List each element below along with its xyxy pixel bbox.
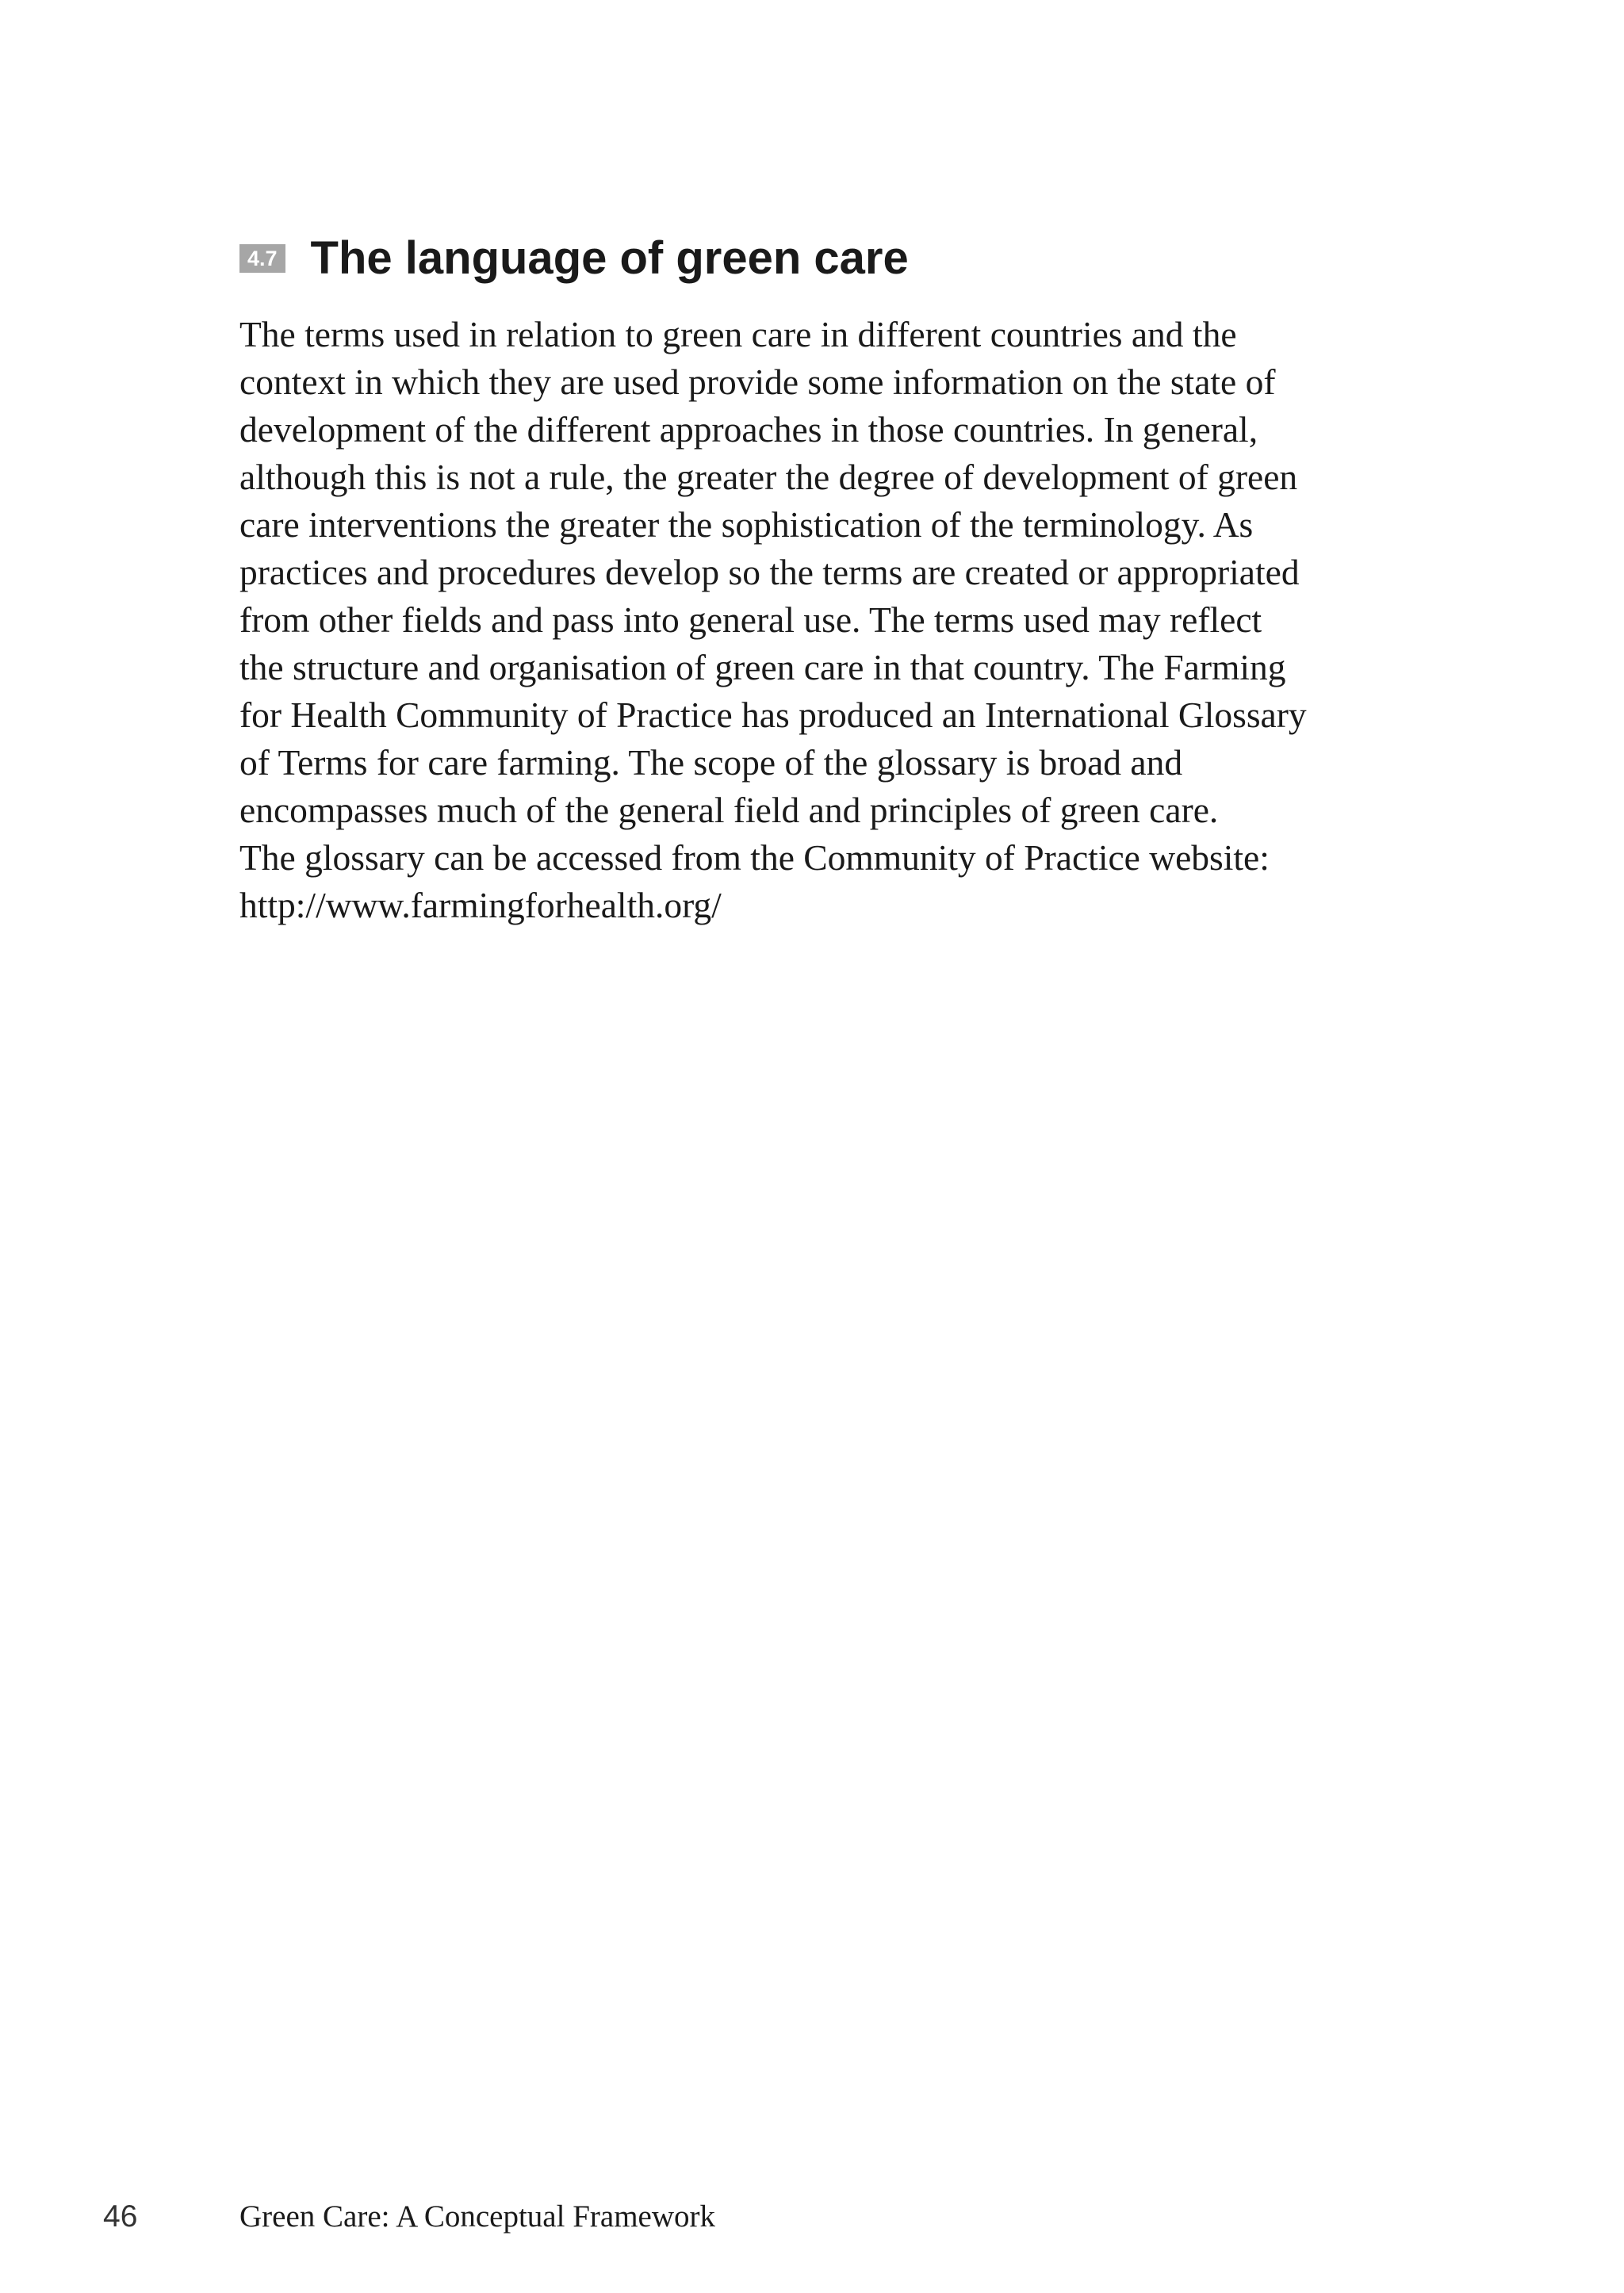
section-number-badge: 4.7 (239, 244, 285, 273)
body-line: care interventions the greater the sophistication of the terminology. As (239, 504, 1254, 545)
body-line: context in which they are used provide some information on the state of (239, 362, 1276, 402)
section-title: The language of green care (310, 232, 909, 284)
page-footer (0, 2193, 1624, 2241)
page-number: 46 (103, 2199, 138, 2234)
body-line: encompasses much of the general field and principles of green care. (239, 790, 1219, 830)
body-line: development of the different approaches in those countries. In general, (239, 409, 1258, 450)
body-line: The glossary can be accessed from the Community of Practice website: (239, 837, 1270, 878)
body-line: of Terms for care farming. The scope of the glossary is broad and (239, 742, 1183, 783)
body-paragraph (239, 311, 1397, 929)
body-line: the structure and organisation of green care in that country. The Farming (239, 647, 1286, 687)
website-link-text: http://www.farmingforhealth.org/ (239, 885, 722, 925)
body-line: although this is not a rule, the greater the degree of development of green (239, 457, 1298, 497)
body-line: The terms used in relation to green care in different countries and the (239, 314, 1237, 354)
section-heading (239, 227, 909, 290)
body-line: practices and procedures develop so the terms are created or appropriated (239, 552, 1300, 592)
body-line: from other fields and pass into general use. The terms used may reflect (239, 599, 1262, 640)
body-line: for Health Community of Practice has produced an International Glossary (239, 695, 1307, 735)
footer-publication-title: Green Care: A Conceptual Framework (239, 2199, 715, 2234)
